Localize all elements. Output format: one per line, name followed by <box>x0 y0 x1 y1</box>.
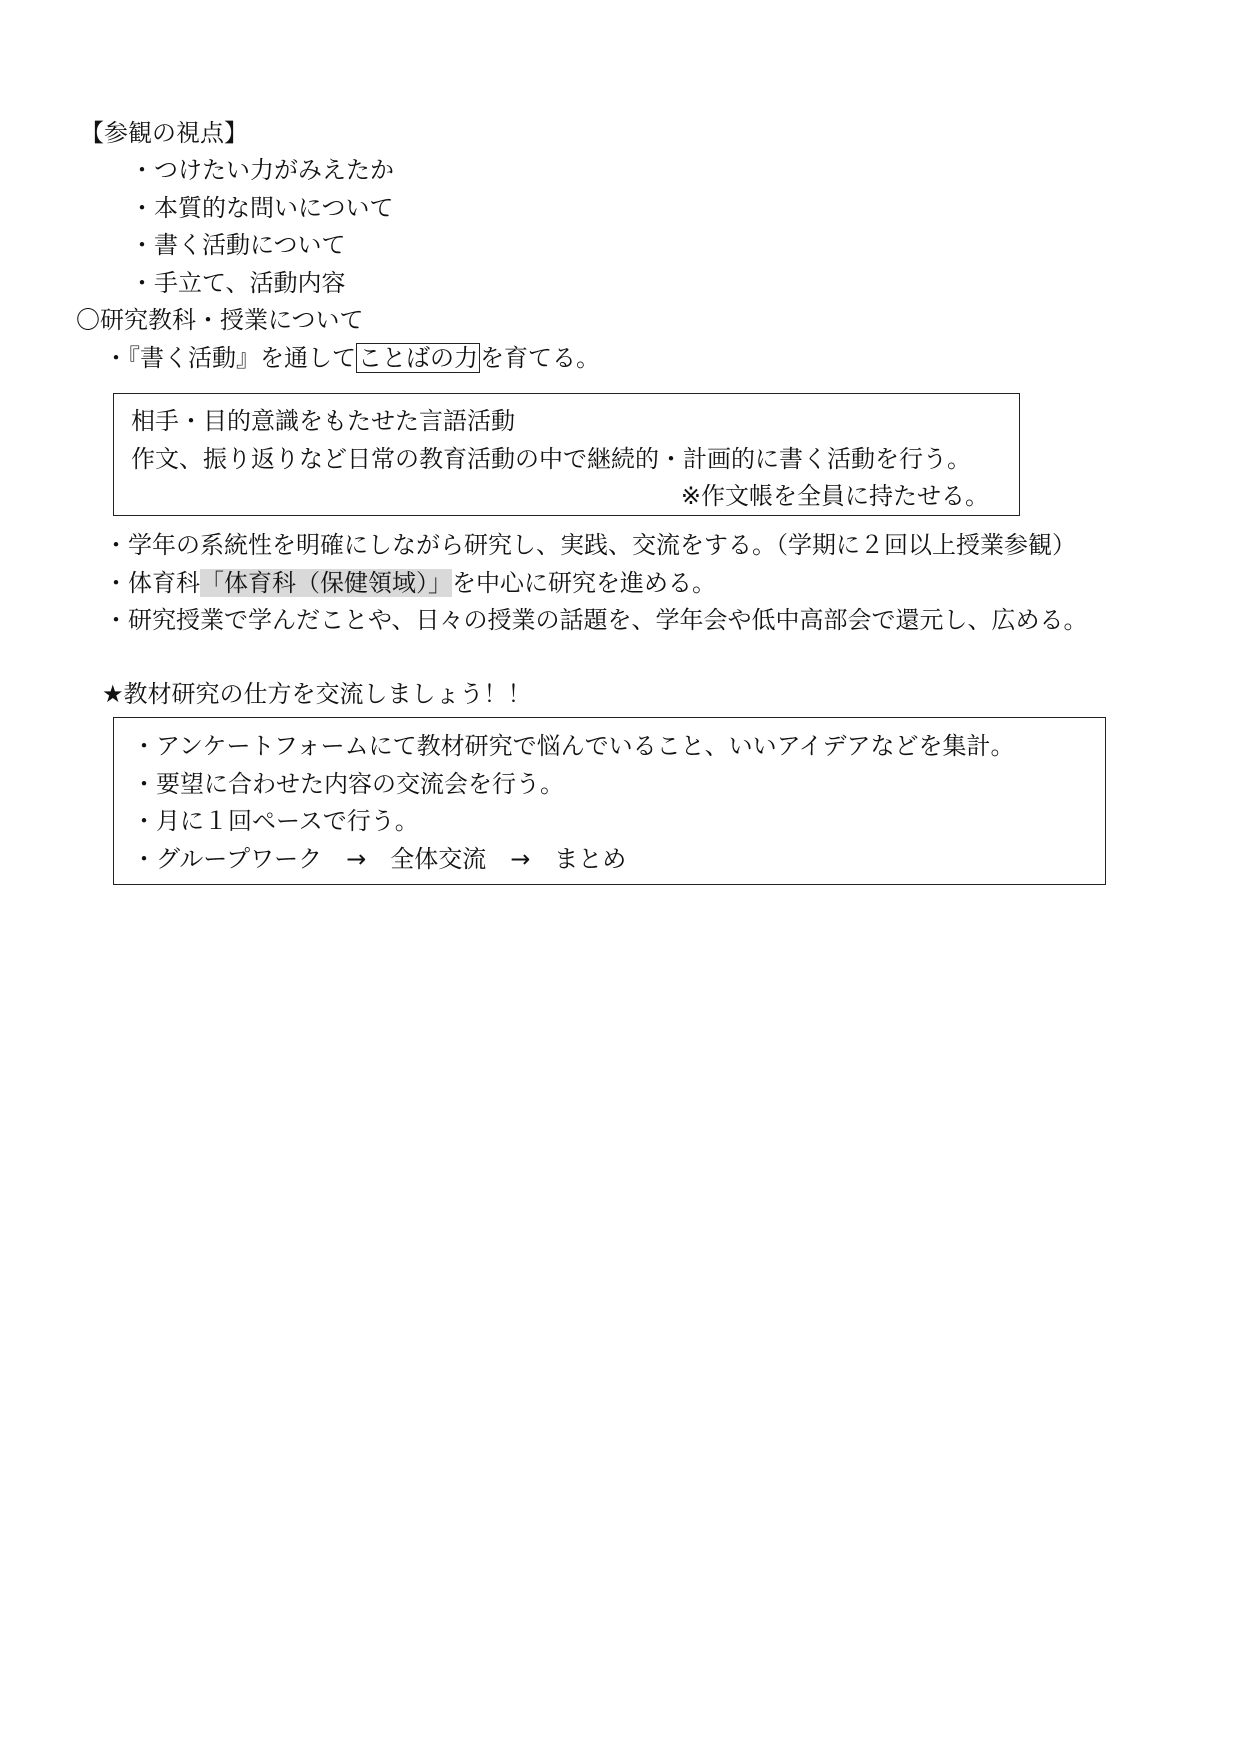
viewpoint-item: ・つけたい力がみえたか <box>130 156 394 184</box>
bullet-suffix: を育てる。 <box>480 344 600 372</box>
research-bullet-system: ・学年の系統性を明確にしながら研究し、実践、交流をする。（学期に２回以上授業参観） <box>104 531 1076 559</box>
viewpoint-item: ・手立て、活動内容 <box>130 269 346 297</box>
bullet-prefix: ・『書く活動』を通して <box>104 344 356 372</box>
box-note: ※作文帳を全員に持たせる。 <box>680 482 989 510</box>
viewpoint-item: ・書く活動について <box>130 231 346 259</box>
framed-keyword: ことばの力 <box>358 344 478 372</box>
research-bullet-share: ・研究授業で学んだことや、日々の授業の話題を、学年会や低中高部会で還元し、広める。 <box>104 606 1088 634</box>
exchange-item: ・アンケートフォームにて教材研究で悩んでいること、いいアイデアなどを集計。 <box>132 732 1015 760</box>
exchange-item: ・要望に合わせた内容の交流会を行う。 <box>132 770 564 798</box>
box-line: 相手・目的意識をもたせた言語活動 <box>131 407 515 435</box>
bullet-suffix: を中心に研究を進める。 <box>452 569 716 597</box>
bullet-prefix: ・体育科 <box>104 569 200 597</box>
exchange-item: ・グループワーク → 全体交流 → まとめ <box>132 845 627 873</box>
research-heading: 〇研究教科・授業について <box>76 306 364 334</box>
exchange-item: ・月に１回ペースで行う。 <box>132 807 419 835</box>
box-line: 作文、振り返りなど日常の教育活動の中で継続的・計画的に書く活動を行う。 <box>131 445 971 473</box>
shaded-keyword: 「体育科（保健領域）」 <box>200 569 452 597</box>
research-bullet-writing <box>104 341 600 375</box>
exchange-heading: ★教材研究の仕方を交流しましょう！！ <box>102 680 532 708</box>
viewpoint-item: ・本質的な問いについて <box>130 194 394 222</box>
viewpoints-heading: 【参観の視点】 <box>80 119 248 147</box>
research-bullet-pe <box>104 566 716 600</box>
